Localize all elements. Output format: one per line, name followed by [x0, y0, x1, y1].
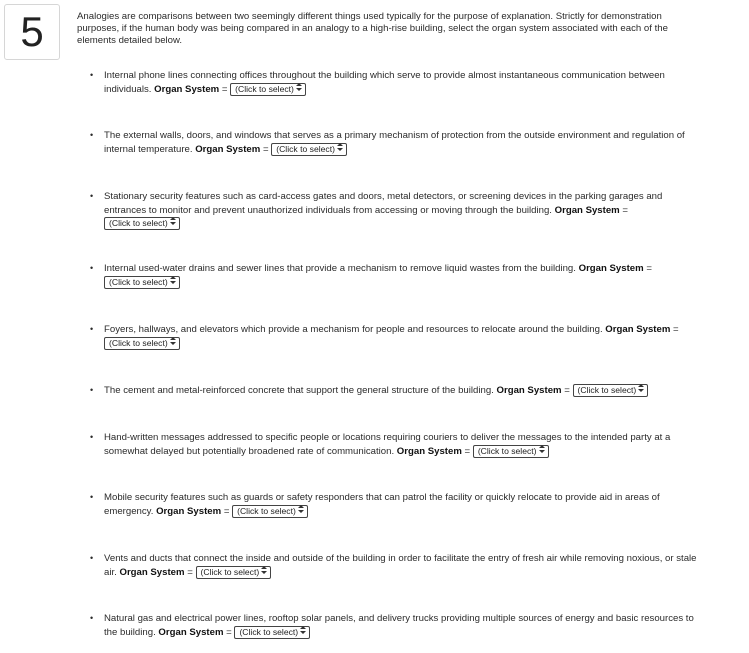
bullet: • — [90, 191, 94, 201]
organ-system-select-10[interactable] — [234, 626, 310, 639]
select-placeholder: (Click to select) — [109, 337, 168, 348]
select-placeholder: (Click to select) — [239, 626, 299, 637]
up-down-arrows-icon — [170, 276, 176, 284]
organ-system-select-1[interactable] — [230, 83, 306, 96]
equals-sign: = — [221, 83, 228, 95]
select-placeholder: (Click to select) — [237, 505, 296, 516]
organ-system-label: Organ System — [496, 385, 562, 396]
bullet: • — [90, 70, 94, 80]
select-placeholder: (Click to select) — [109, 218, 168, 228]
organ-system-select-4[interactable] — [104, 276, 180, 289]
organ-system-select-5[interactable] — [104, 337, 180, 350]
list-item-5 — [90, 323, 705, 350]
item-text: The cement and metal-reinforced concrete that support the general structure of the building. — [104, 385, 494, 396]
organ-system-select-8[interactable] — [232, 505, 308, 518]
equals-sign: = — [464, 445, 471, 457]
bullet: • — [90, 492, 94, 502]
list-item-8 — [90, 491, 705, 518]
question-intro: Analogies are comparisons between two seemingly different things used typically for the purpose of explanation. Strictly for demonstration purposes, if the human body was being compared in an analogy to a high-rise building, select the organ system associated with each of the elements detailed below. — [77, 11, 668, 46]
select-placeholder: (Click to select) — [577, 385, 637, 395]
up-down-arrows-icon — [539, 445, 545, 453]
select-placeholder: (Click to select) — [200, 566, 260, 577]
up-down-arrows-icon — [300, 626, 306, 634]
up-down-arrows-icon — [170, 217, 176, 225]
up-down-arrows-icon — [638, 384, 644, 392]
bullet: • — [90, 385, 94, 395]
item-text: Natural gas and electrical power lines, rooftop solar panels, and delivery trucks providing multiple sources of energy and basic resources to the building. — [104, 613, 694, 638]
bullet: • — [90, 613, 94, 623]
up-down-arrows-icon — [261, 566, 267, 574]
list-item-6 — [90, 384, 705, 398]
select-placeholder: (Click to select) — [109, 276, 168, 287]
up-down-arrows-icon — [298, 505, 304, 513]
bullet: • — [90, 553, 94, 563]
item-text: Vents and ducts that connect the inside and outside of the building in order to facilitate the entry of fresh air while removing noxious, or stale air. — [104, 553, 697, 578]
organ-system-select-2[interactable] — [271, 143, 347, 156]
list-item-10 — [90, 612, 705, 639]
equals-sign: = — [622, 204, 628, 216]
equals-sign: = — [187, 566, 193, 578]
select-placeholder: (Click to select) — [276, 143, 335, 154]
organ-system-label: Organ System — [554, 204, 620, 216]
organ-system-select-3[interactable] — [104, 217, 180, 230]
bullet: • — [90, 432, 94, 442]
equals-sign: = — [262, 143, 269, 155]
item-text: The external walls, doors, and windows that serves as a primary mechanism of protection from the outside environment and regulation of internal temperature. — [104, 130, 685, 155]
organ-system-select-6[interactable] — [573, 384, 649, 397]
organ-system-label: Organ System — [605, 324, 671, 335]
organ-system-label: Organ System — [195, 143, 261, 155]
equals-sign: = — [226, 626, 232, 638]
list-item-4 — [90, 262, 705, 289]
organ-system-label: Organ System — [156, 505, 222, 517]
organ-system-label: Organ System — [396, 445, 462, 457]
list-item-7 — [90, 431, 705, 458]
equals-sign: = — [564, 385, 570, 396]
organ-system-label: Organ System — [154, 83, 220, 95]
select-placeholder: (Click to select) — [235, 83, 294, 94]
select-placeholder: (Click to select) — [477, 445, 537, 456]
list-item-2 — [90, 129, 705, 156]
bullet: • — [90, 130, 94, 140]
item-text: Stationary security features such as card-access gates and doors, metal detectors, or screening devices in the parking garages and entrances to monitor and prevent unauthorized individuals from accessing or moving through the building. — [104, 191, 663, 216]
organ-system-label: Organ System — [119, 566, 185, 578]
question-number-text: 5 — [20, 8, 44, 55]
question-number — [4, 4, 60, 60]
equals-sign: = — [673, 324, 679, 335]
up-down-arrows-icon — [170, 337, 176, 345]
equals-sign: = — [223, 505, 230, 517]
bullet: • — [90, 263, 94, 273]
list-item-1 — [90, 69, 705, 96]
item-text: Hand-written messages addressed to specific people or locations requiring couriers to deliver the messages to the intended party at a somewhat delayed but potentially broadened rate of communication. — [104, 432, 671, 457]
list-item-9 — [90, 552, 705, 579]
item-text: Internal used-water drains and sewer lines that provide a mechanism to remove liquid wastes from the building. — [104, 263, 576, 274]
equals-sign: = — [646, 263, 652, 274]
item-text: Internal phone lines connecting offices throughout the building which serve to provide almost instantaneous communication between individuals. — [104, 70, 665, 95]
organ-system-label: Organ System — [158, 626, 224, 638]
item-text: Foyers, hallways, and elevators which provide a mechanism for people and resources to relocate around the building. — [104, 324, 603, 335]
organ-system-select-7[interactable] — [473, 445, 549, 458]
up-down-arrows-icon — [337, 143, 343, 151]
item-text: Mobile security features such as guards or safety responders that can patrol the facility or quickly relocate to provide aid in areas of emergency. — [104, 492, 660, 517]
list-item-3 — [90, 190, 705, 231]
organ-system-label: Organ System — [578, 263, 644, 274]
bullet: • — [90, 324, 94, 334]
organ-system-select-9[interactable] — [196, 566, 272, 579]
up-down-arrows-icon — [296, 83, 302, 91]
